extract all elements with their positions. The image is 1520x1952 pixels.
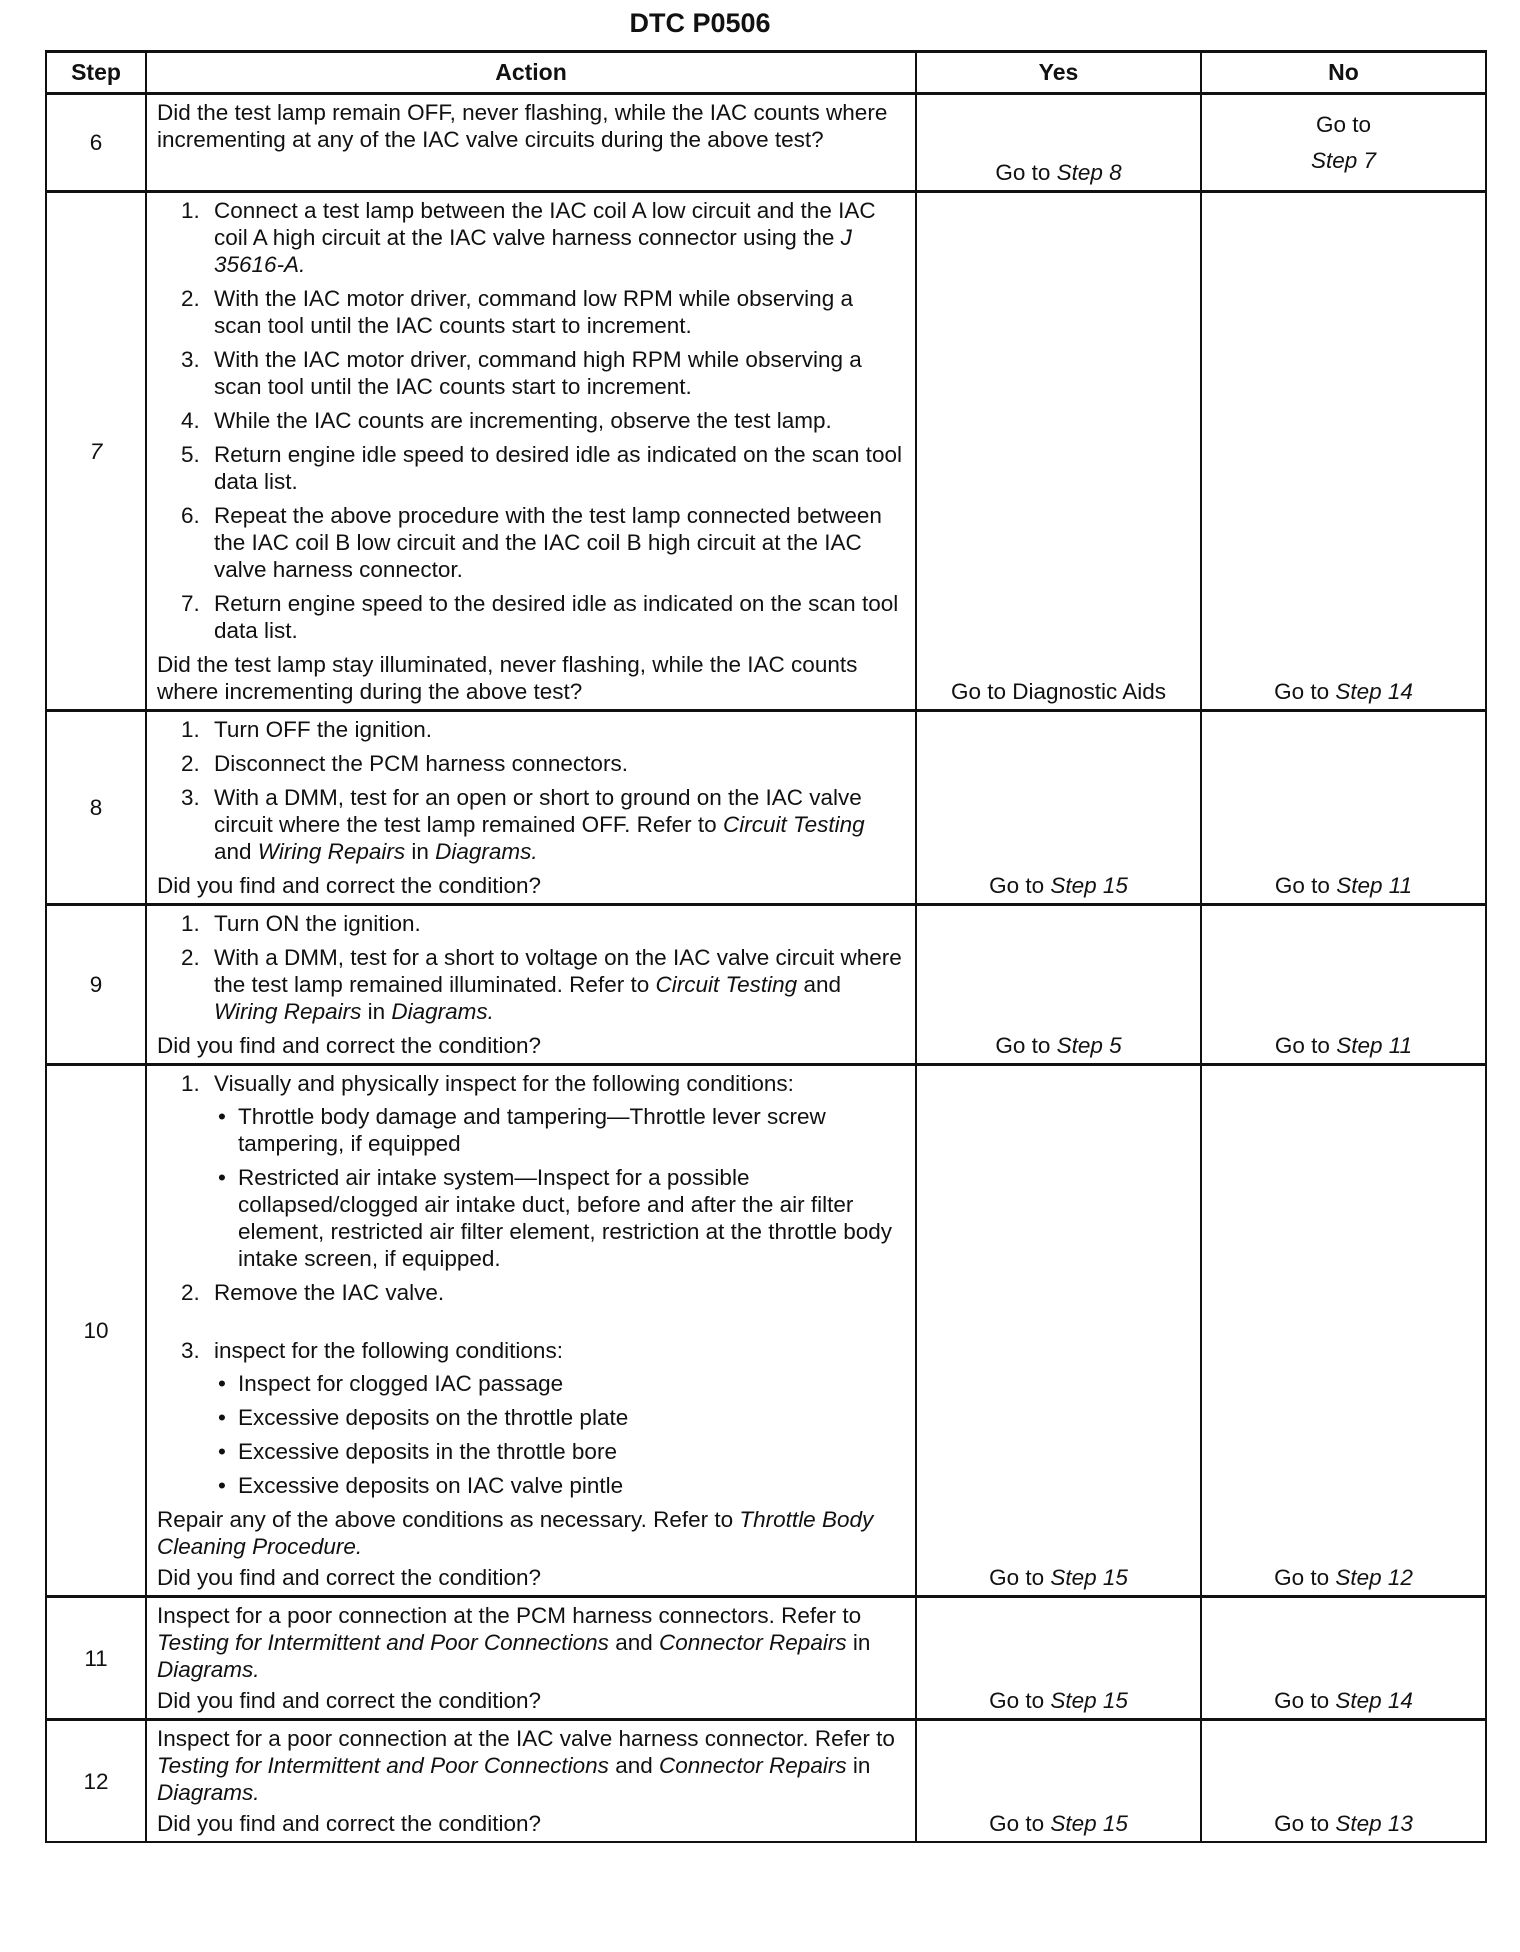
yes-cell: Go to Step 5: [916, 905, 1201, 1065]
bullet-item: • Excessive deposits on IAC valve pintle: [214, 1472, 905, 1499]
no-cell: Go to Step 7: [1201, 94, 1486, 192]
list-item: 1. Turn OFF the ignition.: [181, 717, 433, 742]
instruction-text: Inspect for a poor connection at the IAC valve harness connector. Refer to Testing for Intermittent and Poor Connections and Connector Repairs in Diagrams.: [157, 1726, 895, 1805]
yes-cell: Go to Step 8: [916, 94, 1201, 192]
question-text: Did you find and correct the condition?: [157, 1565, 541, 1590]
action-cell: [146, 192, 916, 711]
step-reference: Step 11: [1336, 873, 1413, 898]
bullet-list: [214, 1370, 905, 1499]
step-number: 8: [46, 711, 146, 905]
table-header-row: [46, 52, 1486, 94]
step-number: 7: [46, 192, 146, 711]
question-text: Did the test lamp remain OFF, never flashing, while the IAC counts where incrementing at any of the IAC valve circuits during the above test?: [157, 100, 888, 152]
question-text: Did you find and correct the condition?: [157, 873, 541, 898]
list-item: 5. Return engine idle speed to desired idle as indicated on the scan tool data list.: [181, 442, 902, 494]
procedure-list: [157, 1070, 905, 1499]
table-row: [46, 94, 1486, 192]
bullet-item: • Excessive deposits in the throttle bore: [214, 1438, 905, 1465]
table-row: [46, 1065, 1486, 1597]
table-row: [46, 905, 1486, 1065]
list-item: 1. Turn ON the ignition.: [181, 911, 421, 936]
bullet-item: • Restricted air intake system—Inspect for a possible collapsed/clogged air intake duct, before and after the air filter element, restricted air filter element, restriction at the throttle body intake screen, if equipped.: [214, 1164, 905, 1272]
header-no: No: [1201, 52, 1486, 94]
repair-note: Repair any of the above conditions as necessary. Refer to Throttle Body Cleaning Procedure.: [157, 1507, 874, 1559]
table-row: [46, 1720, 1486, 1843]
list-item: 3. inspect for the following conditions: • Inspect for clogged IAC passage • Excessive deposits on the throttle plate • Excessive deposits in the throttle bore • Excessive deposits on IAC valve pintle: [157, 1337, 905, 1499]
no-cell: Go to Step 14: [1201, 192, 1486, 711]
step-reference: Step 11: [1336, 1033, 1413, 1058]
procedure-list: [157, 197, 905, 644]
action-cell: [146, 1720, 916, 1843]
no-cell: Go to Step 11: [1201, 711, 1486, 905]
page-title: DTC P0506: [629, 8, 771, 38]
step-reference: Step 12: [1335, 1565, 1413, 1590]
step-reference: Step 8: [1056, 160, 1122, 185]
header-yes: Yes: [916, 52, 1201, 94]
bullet-item: • Throttle body damage and tampering—Throttle lever screw tampering, if equipped: [214, 1103, 905, 1157]
list-item: 3. With a DMM, test for an open or short to ground on the IAC valve circuit where the test lamp remained OFF. Refer to Circuit Testing and Wiring Repairs in Diagrams.: [181, 785, 865, 864]
header-step: Step: [46, 52, 146, 94]
question-text: Did you find and correct the condition?: [157, 1688, 541, 1713]
list-item: 2. Remove the IAC valve.: [181, 1280, 445, 1305]
step-reference: Step 14: [1335, 1688, 1413, 1713]
yes-cell: Go to Step 15: [916, 1720, 1201, 1843]
step-reference: Step 14: [1335, 679, 1413, 704]
step-number: 12: [46, 1720, 146, 1843]
step-reference: Step 15: [1050, 1688, 1128, 1713]
no-cell: Go to Step 12: [1201, 1065, 1486, 1597]
list-item: 3. With the IAC motor driver, command high RPM while observing a scan tool until the IAC counts start to increment.: [181, 347, 862, 399]
list-item: 1. Connect a test lamp between the IAC coil A low circuit and the IAC coil A high circuit at the IAC valve harness connector using the J 35616-A.: [181, 198, 876, 277]
step-number: 9: [46, 905, 146, 1065]
action-cell: [146, 1597, 916, 1720]
no-cell: Go to Step 14: [1201, 1597, 1486, 1720]
question-text: Did you find and correct the condition?: [157, 1811, 541, 1836]
action-cell: [146, 905, 916, 1065]
table-row: [46, 192, 1486, 711]
step-reference: Step 15: [1050, 1565, 1128, 1590]
bullet-list: [214, 1103, 905, 1272]
procedure-list: [157, 716, 905, 865]
step-reference: Step 5: [1056, 1033, 1122, 1058]
list-item: 7. Return engine speed to the desired idle as indicated on the scan tool data list.: [181, 591, 899, 643]
table-row: [46, 1597, 1486, 1720]
no-cell: Go to Step 11: [1201, 905, 1486, 1065]
step-reference: Step 7: [1310, 147, 1377, 173]
instruction-text: Inspect for a poor connection at the PCM harness connectors. Refer to Testing for Intermittent and Poor Connections and Connector Repairs in Diagrams.: [157, 1603, 871, 1682]
diagnostic-table: [45, 50, 1487, 1843]
step-number: 10: [46, 1065, 146, 1597]
action-cell: [146, 1065, 916, 1597]
action-cell: [146, 94, 916, 192]
yes-cell: Go to Diagnostic Aids: [916, 192, 1201, 711]
list-item: 1. Visually and physically inspect for the following conditions: • Throttle body damage and tampering—Throttle lever screw tampering, if equipped • Restricted air intake system—Inspect for a possible collapsed/clogged air intake duct, before and after the air filter element, restricted air filter element, restriction at the throttle body intake screen, if equipped.: [157, 1070, 905, 1272]
yes-cell: Go to Step 15: [916, 1597, 1201, 1720]
header-action: Action: [146, 52, 916, 94]
procedure-list: [157, 910, 905, 1025]
yes-cell: Go to Step 15: [916, 711, 1201, 905]
list-item: 6. Repeat the above procedure with the test lamp connected between the IAC coil B low circuit and the IAC coil B high circuit at the IAC valve harness connector.: [181, 503, 882, 582]
no-cell: Go to Step 13: [1201, 1720, 1486, 1843]
step-number: 11: [46, 1597, 146, 1720]
table-row: [46, 711, 1486, 905]
list-item: 2. Disconnect the PCM harness connectors.: [181, 751, 628, 776]
bullet-item: • Inspect for clogged IAC passage: [214, 1370, 905, 1397]
step-reference: Step 15: [1050, 1811, 1128, 1836]
step-reference: Step 13: [1335, 1811, 1413, 1836]
action-cell: [146, 711, 916, 905]
question-text: Did you find and correct the condition?: [157, 1033, 541, 1058]
step-reference: Step 15: [1050, 873, 1128, 898]
yes-cell: Go to Step 15: [916, 1065, 1201, 1597]
list-item: 4. While the IAC counts are incrementing, observe the test lamp.: [181, 408, 832, 433]
question-text: Did the test lamp stay illuminated, never flashing, while the IAC counts where incrementing during the above test?: [157, 652, 858, 704]
list-item: 2. With the IAC motor driver, command low RPM while observing a scan tool until the IAC counts start to increment.: [181, 286, 853, 338]
step-number: 6: [46, 94, 146, 192]
list-item: 2. With a DMM, test for a short to voltage on the IAC valve circuit where the test lamp remained illuminated. Refer to Circuit Testing and Wiring Repairs in Diagrams.: [181, 945, 902, 1024]
bullet-item: • Excessive deposits on the throttle plate: [214, 1404, 905, 1431]
